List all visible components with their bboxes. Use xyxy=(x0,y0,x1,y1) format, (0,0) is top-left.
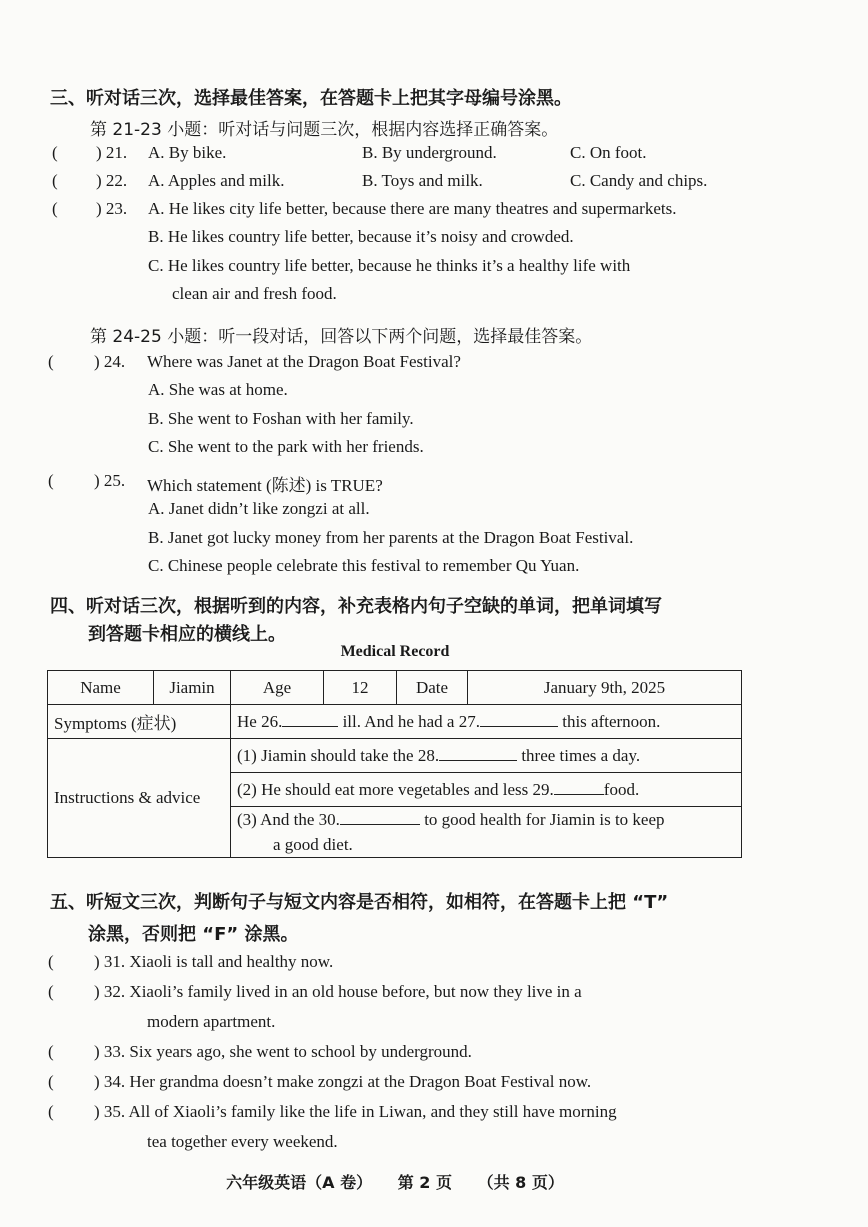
symptoms-text-a: He 26. xyxy=(237,711,283,731)
advice-1-text-b: three times a day. xyxy=(521,745,641,765)
date-label: Date xyxy=(397,671,468,705)
question-35: ) 35. All of Xiaoli’s family like the life in Liwan, and they still have morning xyxy=(94,1102,617,1121)
advice-3-text-c: a good diet. xyxy=(273,835,353,854)
answer-paren: ( xyxy=(48,352,54,371)
advice-3-text-b: to good health for Jiamin is to keep xyxy=(424,810,665,829)
q23-option-c-continued: clean air and fresh food. xyxy=(172,284,337,303)
blank-27[interactable] xyxy=(480,712,558,727)
q25-option-c: C. Chinese people celebrate this festival to remember Qu Yuan. xyxy=(148,556,580,575)
q25-stem: Which statement (陈述) is TRUE? xyxy=(147,476,383,495)
age-label: Age xyxy=(231,671,324,705)
answer-paren: ( xyxy=(48,982,54,1001)
q25-option-a: A. Janet didn’t like zongzi at all. xyxy=(148,499,370,518)
q24-option-b: B. She went to Foshan with her family. xyxy=(148,409,414,428)
question-34: ) 34. Her grandma doesn’t make zongzi at the Dragon Boat Festival now. xyxy=(94,1072,592,1091)
question-23-number: ) 23. xyxy=(96,199,128,218)
q25-option-b: B. Janet got lucky money from her parents at the Dragon Boat Festival. xyxy=(148,528,634,547)
advice-3-cell xyxy=(231,807,742,858)
question-35-continued: tea together every weekend. xyxy=(147,1132,338,1151)
blank-28[interactable] xyxy=(439,746,517,761)
blank-29[interactable] xyxy=(554,780,604,795)
name-value: Jiamin xyxy=(154,671,231,705)
blank-30[interactable] xyxy=(340,810,420,825)
q24-option-a: A. She was at home. xyxy=(148,380,288,399)
medical-record-table xyxy=(47,670,742,858)
page-footer xyxy=(0,1170,790,1193)
question-24-number: ) 24. xyxy=(94,352,126,371)
advice-3-text-a: (3) And the 30. xyxy=(237,810,340,829)
blank-26[interactable] xyxy=(282,712,338,727)
advice-label: Instructions & advice xyxy=(48,739,231,858)
answer-paren: ( xyxy=(48,1102,54,1121)
q24-option-c: C. She went to the park with her friends. xyxy=(148,437,424,456)
answer-paren: ( xyxy=(48,1042,54,1061)
advice-1-cell xyxy=(231,739,742,773)
footer-page: 第 2 页 xyxy=(397,1173,452,1192)
symptoms-text-b: ill. And he had a 27. xyxy=(342,711,480,731)
q22-option-c: C. Candy and chips. xyxy=(570,171,708,190)
symptoms-label: Symptoms (症状) xyxy=(48,705,231,739)
symptoms-cell xyxy=(231,705,742,739)
q21-option-c: C. On foot. xyxy=(570,143,647,162)
question-25-number: ) 25. xyxy=(94,471,126,490)
answer-paren: ( xyxy=(52,143,58,162)
q22-option-a: A. Apples and milk. xyxy=(148,171,285,190)
advice-1-text-a: (1) Jiamin should take the 28. xyxy=(237,745,440,765)
question-21-number: ) 21. xyxy=(96,143,128,162)
section-3-title: 三、听对话三次，选择最佳答案，在答题卡上把其字母编号涂黑。 xyxy=(50,88,572,109)
part-21-23-instruction: 第 21-23 小题：听对话与问题三次，根据内容选择正确答案。 xyxy=(90,120,559,140)
section-4-title: 四、听对话三次，根据听到的内容，补充表格内句子空缺的单词，把单词填写 xyxy=(50,596,662,617)
medical-record-title: Medical Record xyxy=(340,643,450,660)
q21-option-a: A. By bike. xyxy=(148,143,227,162)
answer-paren: ( xyxy=(48,1072,54,1091)
section-5-title: 五、听短文三次，判断句子与短文内容是否相符，如相符，在答题卡上把 “T” xyxy=(50,892,669,913)
q23-option-b: B. He likes country life better, because it’s noisy and crowded. xyxy=(148,227,574,246)
question-31: ) 31. Xiaoli is tall and healthy now. xyxy=(94,952,334,971)
question-22-number: ) 22. xyxy=(96,171,128,190)
advice-2-text-a: (2) He should eat more vegetables and less 29. xyxy=(237,779,554,799)
question-32-continued: modern apartment. xyxy=(147,1012,276,1031)
part-24-25-instruction: 第 24-25 小题：听一段对话，回答以下两个问题，选择最佳答案。 xyxy=(90,327,593,347)
q24-stem: Where was Janet at the Dragon Boat Festival? xyxy=(147,352,461,371)
answer-paren: ( xyxy=(52,171,58,190)
symptoms-text-c: this afternoon. xyxy=(562,711,661,731)
section-5-title-continued: 涂黑，否则把 “F” 涂黑。 xyxy=(88,924,299,945)
answer-paren: ( xyxy=(48,471,54,490)
q22-option-b: B. Toys and milk. xyxy=(362,171,483,190)
question-32: ) 32. Xiaoli’s family lived in an old house before, but now they live in a xyxy=(94,982,582,1001)
q23-option-c: C. He likes country life better, because he thinks it’s a healthy life with xyxy=(148,256,631,275)
date-value: January 9th, 2025 xyxy=(468,671,742,705)
answer-paren: ( xyxy=(52,199,58,218)
age-value: 12 xyxy=(324,671,397,705)
advice-2-cell xyxy=(231,773,742,807)
name-label: Name xyxy=(48,671,154,705)
q23-option-a: A. He likes city life better, because there are many theatres and supermarkets. xyxy=(148,199,677,218)
section-4-title-continued: 到答题卡相应的横线上。 xyxy=(88,624,286,645)
footer-subject: 六年级英语（A 卷） xyxy=(226,1173,373,1192)
answer-paren: ( xyxy=(48,952,54,971)
question-33: ) 33. Six years ago, she went to school by underground. xyxy=(94,1042,472,1061)
advice-2-text-b: food. xyxy=(603,779,640,799)
footer-total: （共 8 页） xyxy=(477,1173,564,1192)
q21-option-b: B. By underground. xyxy=(362,143,497,162)
